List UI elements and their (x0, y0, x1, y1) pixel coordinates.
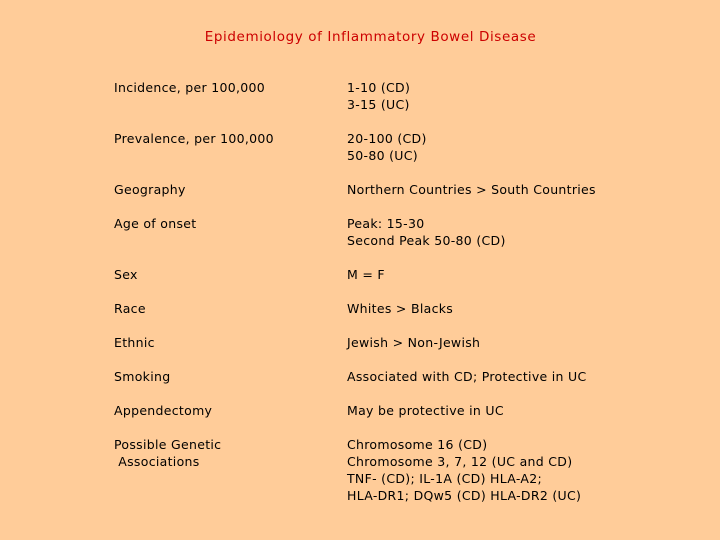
row-label: Possible Genetic Associations (114, 437, 222, 469)
row-value (347, 215, 657, 249)
value-line: Chromosome 3, 7, 12 (UC and CD) (347, 454, 573, 469)
value-line: Northern Countries > South Countries (347, 182, 596, 197)
row-label: Prevalence, per 100,000 (114, 131, 274, 146)
row-label: Ethnic (114, 335, 155, 350)
row-label: Age of onset (114, 216, 197, 231)
row-value (347, 300, 657, 317)
row-label: Smoking (114, 369, 171, 384)
value-line: Second Peak 50-80 (CD) (347, 233, 506, 248)
slide-title: Epidemiology of Inflammatory Bowel Disease (204, 29, 537, 45)
row-value (347, 402, 657, 419)
row-value (347, 334, 657, 351)
value-line: Whites > Blacks (347, 301, 454, 316)
value-line: TNF- (CD); IL-1A (CD) HLA-A2; (347, 471, 543, 486)
value-line: Chromosome 16 (CD) (347, 437, 488, 452)
row-value (347, 130, 657, 164)
row-label: Geography (114, 182, 186, 197)
row-value (347, 368, 657, 385)
row-value (347, 79, 657, 113)
value-line: M = F (347, 267, 385, 282)
value-line: HLA-DR1; DQw5 (CD) HLA-DR2 (UC) (347, 488, 582, 503)
row-label: Race (114, 301, 146, 316)
value-line: 1-10 (CD) (347, 80, 411, 95)
row-label: Appendectomy (114, 403, 213, 418)
value-line: Jewish > Non-Jewish (347, 335, 481, 350)
row-value (347, 436, 657, 504)
value-line: Peak: 15-30 (347, 216, 425, 231)
value-line: May be protective in UC (347, 403, 504, 418)
value-line: 3-15 (UC) (347, 97, 410, 112)
value-line: Associated with CD; Protective in UC (347, 369, 587, 384)
value-line: 20-100 (CD) (347, 131, 427, 146)
row-label: Sex (114, 267, 138, 282)
row-label: Incidence, per 100,000 (114, 80, 266, 95)
row-value (347, 181, 657, 198)
row-value (347, 266, 657, 283)
value-line: 50-80 (UC) (347, 148, 418, 163)
